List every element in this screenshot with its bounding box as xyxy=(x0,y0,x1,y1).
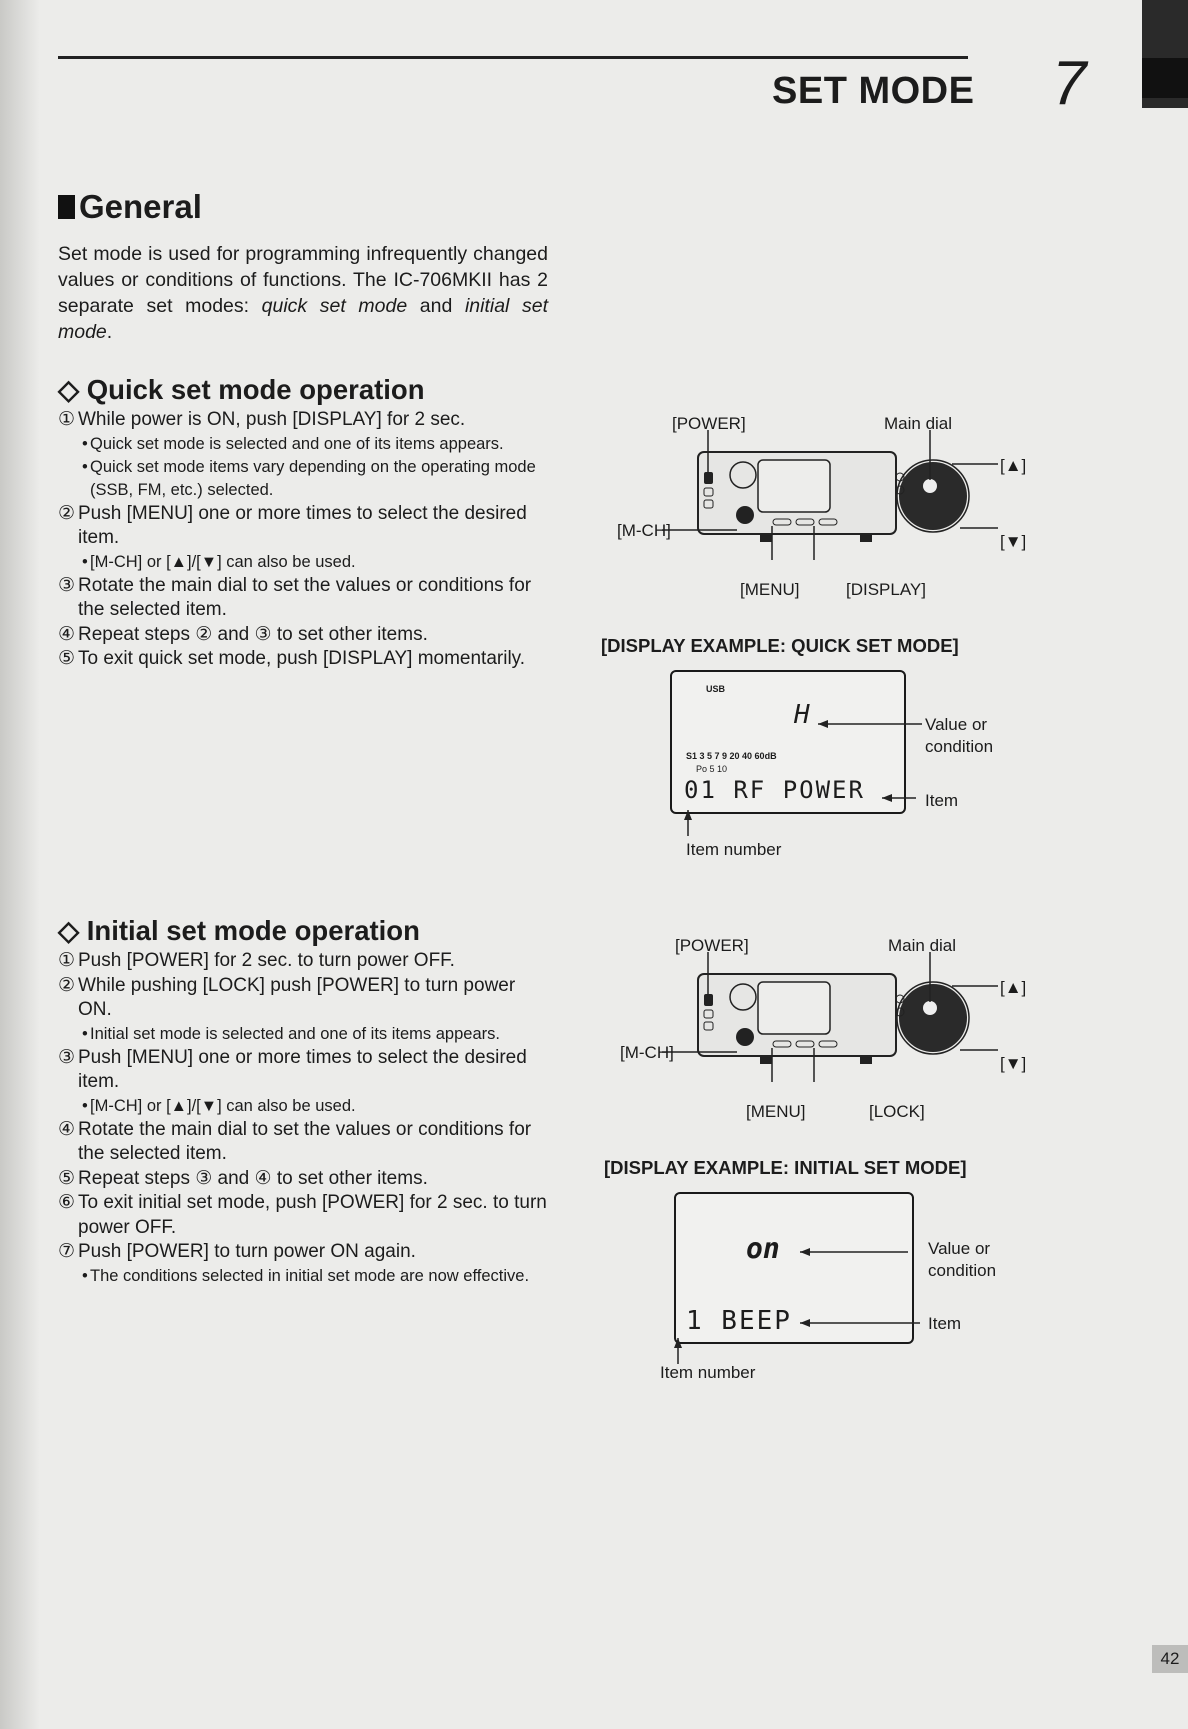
lcd-item-text-2: 1 BEEP xyxy=(686,1306,792,1336)
page-title: SET MODE xyxy=(772,70,975,112)
radio-panel-diagram-initial xyxy=(600,942,1020,1102)
label-menu: [MENU] xyxy=(740,580,800,599)
label-display: [DISPLAY] xyxy=(846,580,926,599)
quick-heading: ◇ Quick set mode operation xyxy=(58,374,425,405)
page-shadow xyxy=(0,0,40,1729)
label-lock: [LOCK] xyxy=(869,1102,925,1121)
label-mch: [M-CH] xyxy=(617,521,671,540)
label-menu-2: [MENU] xyxy=(746,1102,806,1121)
label-main-dial: Main dial xyxy=(884,414,953,433)
label-up-2: [▲] xyxy=(1000,978,1027,997)
lcd-item-text: 01 RF POWER xyxy=(684,776,865,804)
radio-panel-diagram-quick xyxy=(600,420,1020,580)
general-intro: Set mode is used for programming infrequently changed values or conditions of functions. The IC-706MKII has 2 separate set modes: quick set mode and initial set mode. xyxy=(58,243,548,343)
general-heading: General xyxy=(58,188,202,226)
square-bullet-icon xyxy=(58,195,75,219)
item-number-label-initial: Item number xyxy=(660,1363,756,1382)
header-rule xyxy=(58,56,968,59)
label-up: [▲] xyxy=(1000,456,1027,475)
s-meter-scale: S1 3 5 7 9 20 40 60dB xyxy=(686,751,777,761)
label-mch-2: [M-CH] xyxy=(620,1043,674,1062)
chapter-tab-mark xyxy=(1142,58,1188,98)
chapter-number: 7 xyxy=(1052,49,1087,118)
quick-steps: ① While power is ON, push [DISPLAY] for 2 sec. • Quick set mode is selected and one of its items appears. • Quick set mode items vary depending on the operating mode (SSB, FM, etc.) selected. ② Push [MENU] one or more times to select the desired item. • [M-CH] or [▲]/[▼] can also be used. ③ Rotate the main dial to set the values or conditions for the selected item. ④ Repeat steps ② and ③ to set other items. ⑤ To exit quick set mode, push [DISPLAY] momentarily. xyxy=(58,409,536,669)
page-number: 42 xyxy=(1152,1645,1188,1673)
label-down-2: [▼] xyxy=(1000,1054,1027,1073)
item-number-label-quick: Item number xyxy=(686,840,782,859)
display-example-quick-title: [DISPLAY EXAMPLE: QUICK SET MODE] xyxy=(601,635,959,656)
label-power-2: [POWER] xyxy=(675,936,749,955)
initial-heading: ◇ Initial set mode operation xyxy=(58,915,420,946)
initial-steps: ① Push [POWER] for 2 sec. to turn power OFF. ② While pushing [LOCK] push [POWER] to turn power ON. • Initial set mode is selected and one of its items appears. ③ Push [MENU] one or more times to select the desired item. • [M-CH] or [▲]/[▼] can also be used. ④ Rotate the main dial to set the values or conditions for the selected item. ⑤ Repeat steps ③ and ④ to set other items. ⑥ To exit initial set mode, push [POWER] for 2 sec. to turn power OFF. ⑦ Push [POWER] to turn power ON again. • The conditions selected in initial set mode are now effective. xyxy=(58,950,547,1285)
lcd-value-2: on xyxy=(746,1232,780,1265)
lcd-value: H xyxy=(794,700,810,730)
item-label-initial: Item xyxy=(928,1314,962,1333)
label-main-dial-2: Main dial xyxy=(888,936,957,955)
po-meter-scale: Po 5 10 xyxy=(696,764,728,774)
callout-lines-quick xyxy=(670,660,970,860)
label-down: [▼] xyxy=(1000,532,1027,551)
usb-indicator: USB xyxy=(706,684,726,694)
value-condition-label-quick: Value or condition xyxy=(925,715,994,756)
display-example-initial-title: [DISPLAY EXAMPLE: INITIAL SET MODE] xyxy=(604,1157,967,1178)
value-condition-label-initial: Value or condition xyxy=(928,1239,997,1280)
label-power: [POWER] xyxy=(672,414,746,433)
item-label-quick: Item xyxy=(925,791,959,810)
